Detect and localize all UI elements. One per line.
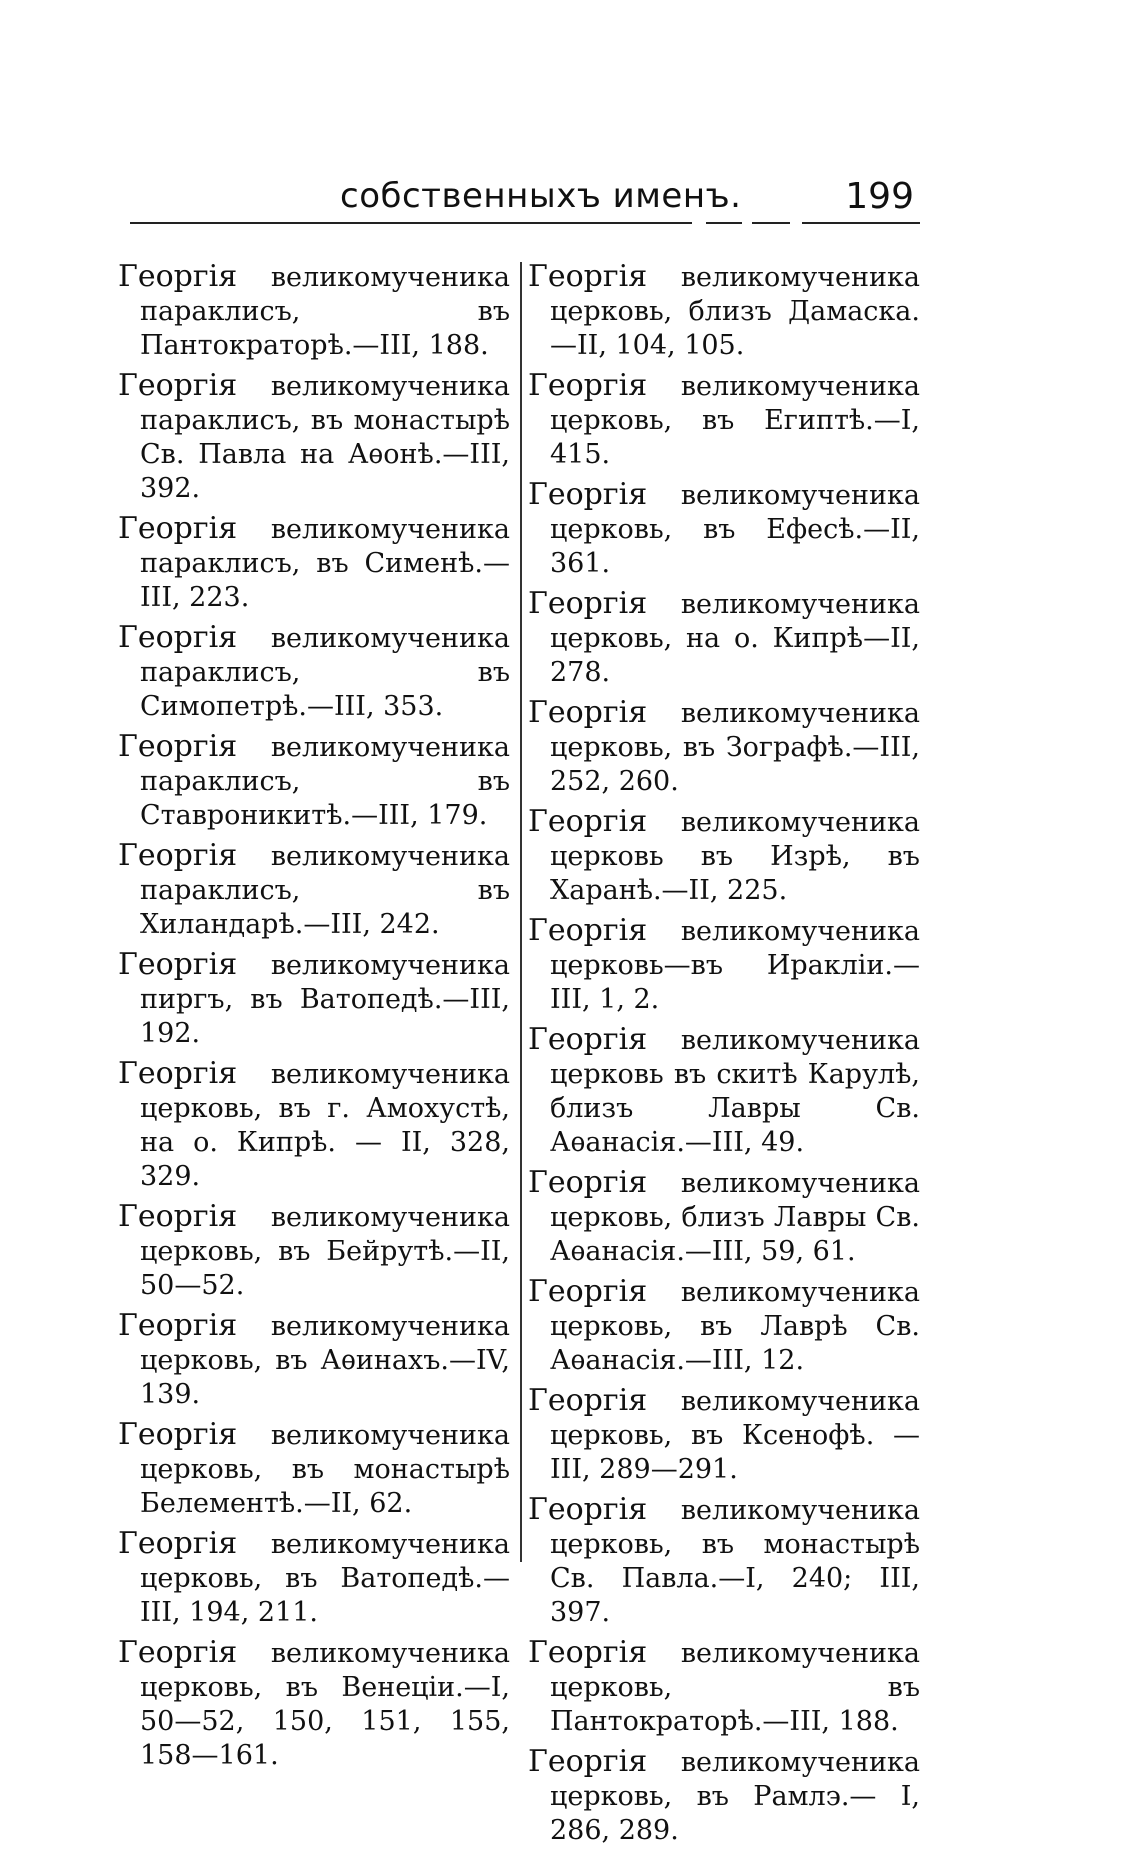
index-entry	[528, 696, 920, 799]
index-entry	[528, 587, 920, 690]
entry-text: великомученика церковь, въ Венеціи.—I, 50—52, 150, 151, 155, 158—161.	[140, 1638, 510, 1771]
index-entry	[528, 369, 920, 472]
entry-headword: Георгія	[528, 259, 648, 294]
index-entry	[118, 369, 510, 506]
index-entry	[118, 1527, 510, 1630]
index-entry	[528, 914, 920, 1017]
left-column	[118, 260, 510, 1779]
entry-text: великомученика церковь, въ Пантократорѣ.—III, 188.	[550, 1638, 920, 1737]
entry-headword: Георгія	[528, 1274, 648, 1309]
entry-text: великомученика параклисъ, въ Сименѣ.—III, 223.	[140, 514, 510, 613]
entry-headword: Георгія	[528, 913, 648, 948]
entry-text: великомученика церковь, въ Египтѣ.—I, 415.	[550, 371, 920, 470]
entry-text: великомученика церковь въ скитѣ Карулѣ, близъ Лавры Св. Аѳанасія.—III, 49.	[550, 1025, 920, 1158]
index-entry	[528, 260, 920, 363]
entry-text: великомученика церковь, близъ Лавры Св. Аѳанасія.—III, 59, 61.	[550, 1168, 920, 1267]
entry-headword: Георгія	[118, 1635, 238, 1670]
entry-text: великомученика церковь, въ Рамлэ.— I, 286, 289.	[550, 1747, 920, 1846]
index-entry	[528, 1384, 920, 1487]
index-entry	[118, 621, 510, 724]
index-entry	[118, 730, 510, 833]
entry-headword: Георгія	[528, 1165, 648, 1200]
entry-text: великомученика церковь, близъ Дамаска.—II, 104, 105.	[550, 262, 920, 361]
entry-headword: Георгія	[528, 1635, 648, 1670]
index-entry	[118, 839, 510, 942]
entry-headword: Георгія	[118, 1308, 238, 1343]
entry-headword: Георгія	[118, 1056, 238, 1091]
entry-headword: Георгія	[528, 477, 648, 512]
entry-headword: Георгія	[118, 1199, 238, 1234]
rule-gap	[742, 219, 752, 225]
index-entry	[528, 478, 920, 581]
index-entry	[528, 1275, 920, 1378]
index-entry	[118, 1057, 510, 1194]
entry-text: великомученика параклисъ, въ Пантократорѣ.—III, 188.	[140, 262, 510, 361]
entry-headword: Георгія	[118, 1526, 238, 1561]
entry-text: великомученика церковь въ Изрѣ, въ Харанѣ.—II, 225.	[550, 807, 920, 906]
entry-text: великомученика церковь, въ монастырѣ Св. Павла.—I, 240; III, 397.	[550, 1495, 920, 1628]
entry-text: великомученика церковь, въ Зографѣ.—III, 252, 260.	[550, 698, 920, 797]
index-entry	[118, 1309, 510, 1412]
index-entry	[528, 1023, 920, 1160]
entry-text: великомученика церковь, въ Лаврѣ Св. Аѳанасія.—III, 12.	[550, 1277, 920, 1376]
page-header	[130, 176, 920, 236]
entry-headword: Георгія	[528, 695, 648, 730]
entry-headword: Георгія	[118, 729, 238, 764]
running-title: собственныхъ именъ.	[340, 176, 742, 216]
entry-text: великомученика церковь, въ Ефесѣ.—II, 361.	[550, 480, 920, 579]
index-entry	[118, 1200, 510, 1303]
index-entry	[528, 1493, 920, 1630]
entry-text: великомученика параклисъ, въ Ставроникитѣ.—III, 179.	[140, 732, 510, 831]
index-entry	[528, 805, 920, 908]
entry-headword: Георгія	[528, 1383, 648, 1418]
index-entry	[118, 948, 510, 1051]
index-entry	[528, 1636, 920, 1739]
entry-headword: Георгія	[528, 586, 648, 621]
entry-text: великомученика церковь, въ Аѳинахъ.—IV, 139.	[140, 1311, 510, 1410]
index-entry	[528, 1166, 920, 1269]
entry-text: великомученика параклисъ, въ монастырѣ Св. Павла на Аѳонѣ.—III, 392.	[140, 371, 510, 504]
entry-headword: Георгія	[118, 511, 238, 546]
index-entry	[118, 1418, 510, 1521]
index-entry	[118, 1636, 510, 1773]
entry-headword: Георгія	[118, 368, 238, 403]
entry-headword: Георгія	[118, 947, 238, 982]
entry-text: великомученика церковь, въ монастырѣ Белементѣ.—II, 62.	[140, 1420, 510, 1519]
entry-headword: Георгія	[118, 838, 238, 873]
entry-headword: Георгія	[118, 259, 238, 294]
entry-text: великомученика церковь, въ Бейрутѣ.—II, 50—52.	[140, 1202, 510, 1301]
entry-text: великомученика церковь, на о. Кипрѣ—II, 278.	[550, 589, 920, 688]
column-divider	[520, 262, 522, 1562]
entry-text: великомученика параклисъ, въ Симопетрѣ.—III, 353.	[140, 623, 510, 722]
index-entry	[528, 1745, 920, 1848]
page-number: 199	[845, 176, 914, 217]
entry-headword: Георгія	[118, 1417, 238, 1452]
rule-gap	[790, 219, 802, 225]
entry-headword: Георгія	[528, 1744, 648, 1779]
entry-text: великомученика параклисъ, въ Хиландарѣ.—III, 242.	[140, 841, 510, 940]
right-column	[528, 260, 920, 1854]
entry-headword: Георгія	[528, 368, 648, 403]
index-entry	[118, 260, 510, 363]
rule-gap	[692, 219, 706, 225]
entry-text: великомученика церковь, въ г. Амохустѣ, на о. Кипрѣ. — II, 328, 329.	[140, 1059, 510, 1192]
entry-headword: Георгія	[118, 620, 238, 655]
entry-text: великомученика церковь—въ Ираклiи.—III, 1, 2.	[550, 916, 920, 1015]
entry-text: великомученика пиргъ, въ Ватопедѣ.—III, 192.	[140, 950, 510, 1049]
index-entry	[118, 512, 510, 615]
entry-text: великомученика церковь, въ Ксенофѣ. — III, 289—291.	[550, 1386, 920, 1485]
entry-headword: Георгія	[528, 1022, 648, 1057]
entry-text: великомученика церковь, въ Ватопедѣ.—III, 194, 211.	[140, 1529, 510, 1628]
entry-headword: Георгія	[528, 804, 648, 839]
entry-headword: Георгія	[528, 1492, 648, 1527]
